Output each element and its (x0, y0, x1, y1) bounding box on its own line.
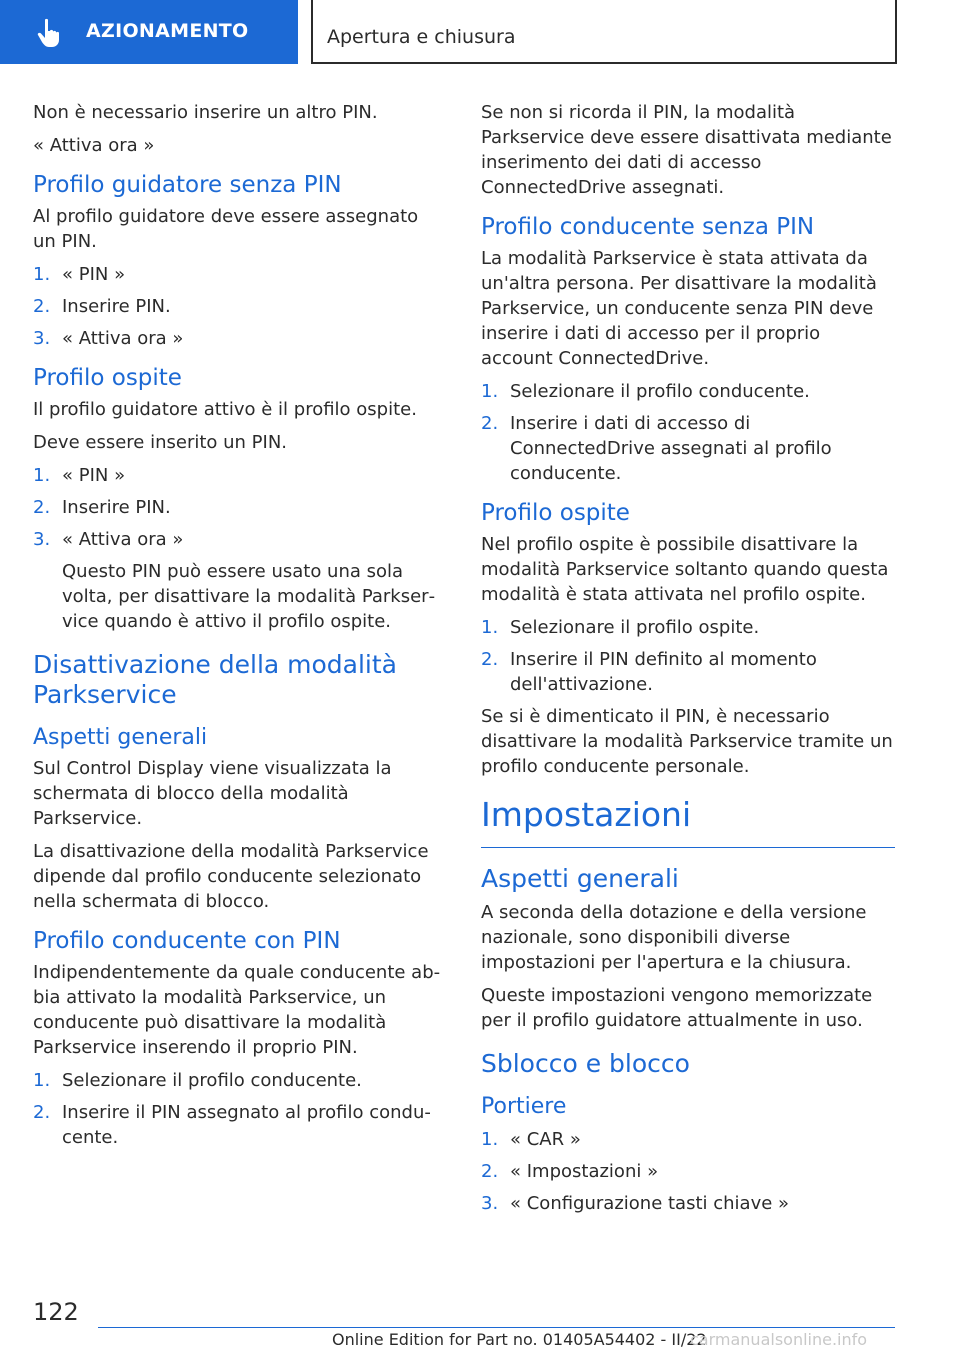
paragraph: « Attiva ora » (33, 135, 155, 156)
list-item (481, 1159, 895, 1184)
step-text: « Attiva ora » (62, 328, 184, 349)
step-number: 2. (33, 296, 51, 317)
step-number: 2. (481, 1161, 499, 1182)
chapter-title: Apertura e chiusura (327, 26, 516, 48)
step-text: « CAR » (510, 1129, 581, 1150)
step-number: 1. (33, 465, 51, 486)
paragraph: Al profilo guidatore deve essere assegnato un PIN. (33, 206, 419, 252)
steps-list (481, 615, 895, 697)
right-column (481, 100, 895, 1223)
list-item (33, 262, 443, 287)
step-number: 3. (33, 328, 51, 349)
heading-portiere: Portiere (481, 1094, 567, 1119)
step-text: Selezionare il profilo ospite. (510, 617, 760, 638)
step-text: « Configurazione tasti chiave » (510, 1193, 790, 1214)
heading-disattivazione: Disattivazione della modalità Parkservice (33, 650, 398, 709)
footer-divider (98, 1327, 895, 1328)
paragraph: Il profilo guidatore attivo è il profilo ospite. (33, 399, 417, 420)
heading-profilo-ospite: Profilo ospite (33, 365, 182, 391)
list-item (481, 647, 895, 697)
step-text: Inserire il PIN definito al momento dell'attivazione. (510, 649, 817, 695)
step-text: Inserire PIN. (62, 497, 171, 518)
step-text: « Attiva ora » (62, 529, 184, 550)
paragraph: Nel profilo ospite è possibile disattivare la modalità Parkservice soltanto quando questa modalità è stata attivata nel profilo ospite. (481, 534, 889, 605)
heading-aspetti-generali: Aspetti generali (481, 864, 679, 893)
heading-profilo-ospite: Profilo ospite (481, 500, 630, 526)
list-item (33, 495, 443, 520)
step-number: 1. (33, 264, 51, 285)
list-item (481, 1127, 895, 1152)
step-text: Inserire il PIN assegnato al profilo conducente. (62, 1102, 431, 1148)
paragraph: Non è necessario inserire un altro PIN. (33, 102, 378, 123)
section-tab (0, 0, 298, 64)
steps-list (481, 379, 895, 486)
step-text: « Impostazioni » (510, 1161, 659, 1182)
steps-list (33, 463, 443, 552)
chapter-header (311, 0, 897, 64)
heading-profilo-guidatore: Profilo guidatore senza PIN (33, 172, 342, 198)
list-item (33, 326, 443, 351)
step-number: 1. (481, 1129, 499, 1150)
list-item (33, 1068, 443, 1093)
paragraph: Se si è dimenticato il PIN, è necessario disattivare la modalità Parkservice tramite un profilo conducente personale. (481, 706, 893, 777)
step-number: 2. (33, 1102, 51, 1123)
step-note: Questo PIN può essere usato una sola volta, per disattivare la modalità Parkservice quando è attivo il profilo ospite. (62, 561, 436, 632)
steps-list (481, 1127, 895, 1216)
list-item (481, 615, 895, 640)
paragraph: A seconda della dotazione e della versione nazionale, sono disponibili diverse impostazioni per l'apertura e la chiusura. (481, 902, 867, 973)
paragraph: Queste impostazioni vengono memorizzate per il profilo guidatore attualmente in uso. (481, 985, 873, 1031)
edition-text: Online Edition for Part no. 01405A54402 - II/22 (332, 1330, 707, 1349)
paragraph: Sul Control Display viene visualizzata la schermata di blocco della modalità Parkservice. (33, 758, 392, 829)
page-number: 122 (33, 1298, 79, 1326)
step-number: 3. (481, 1193, 499, 1214)
heading-sblocco-blocco: Sblocco e blocco (481, 1049, 690, 1078)
step-number: 2. (481, 649, 499, 670)
paragraph: Se non si ricorda il PIN, la modalità Parkservice deve essere disattivata mediante inserimento dei dati di accesso ConnectedDrive assegnati. (481, 102, 892, 198)
step-number: 3. (33, 529, 51, 550)
list-item (481, 1191, 895, 1216)
step-number: 1. (33, 1070, 51, 1091)
steps-list (33, 1068, 443, 1150)
paragraph: La disattivazione della modalità Parkservice dipende dal profilo conducente selezionato nella schermata di blocco. (33, 841, 429, 912)
left-column (33, 100, 443, 1157)
list-item (481, 379, 895, 404)
step-text: Selezionare il profilo conducente. (62, 1070, 362, 1091)
step-number: 1. (481, 381, 499, 402)
steps-list (33, 262, 443, 351)
heading-conducente-senza-pin: Profilo conducente senza PIN (481, 214, 815, 240)
step-text: Inserire PIN. (62, 296, 171, 317)
heading-aspetti-generali: Aspetti generali (33, 725, 208, 750)
step-text: Selezionare il profilo conducente. (510, 381, 810, 402)
step-number: 2. (33, 497, 51, 518)
heading-conducente-con-pin: Profilo conducente con PIN (33, 928, 341, 954)
hand-pointer-icon (36, 18, 64, 48)
watermark: carmanualsonline.info (690, 1330, 868, 1349)
step-text: Inserire i dati di accesso di ConnectedDrive assegnati al profilo conducente. (510, 413, 832, 484)
step-number: 2. (481, 413, 499, 434)
list-item (481, 411, 895, 486)
step-text: « PIN » (62, 264, 126, 285)
list-item (33, 1100, 443, 1150)
paragraph: Deve essere inserito un PIN. (33, 432, 288, 453)
section-title: AZIONAMENTO (86, 20, 249, 42)
list-item (33, 294, 443, 319)
paragraph: Indipendentemente da quale conducente abbia attivato la modalità Parkservice, un conducente può disattivare la modalità Parkservice inserendo il proprio PIN. (33, 962, 441, 1058)
list-item (33, 463, 443, 488)
step-text: « PIN » (62, 465, 126, 486)
paragraph: La modalità Parkservice è stata attivata da un'altra persona. Per disattivare la modalità Parkservice, un conducente senza PIN deve inserire i dati di accesso per il proprio account ConnectedDrive. (481, 248, 877, 369)
heading-impostazioni: Impostazioni (481, 793, 895, 848)
list-item (33, 527, 443, 552)
step-number: 1. (481, 617, 499, 638)
